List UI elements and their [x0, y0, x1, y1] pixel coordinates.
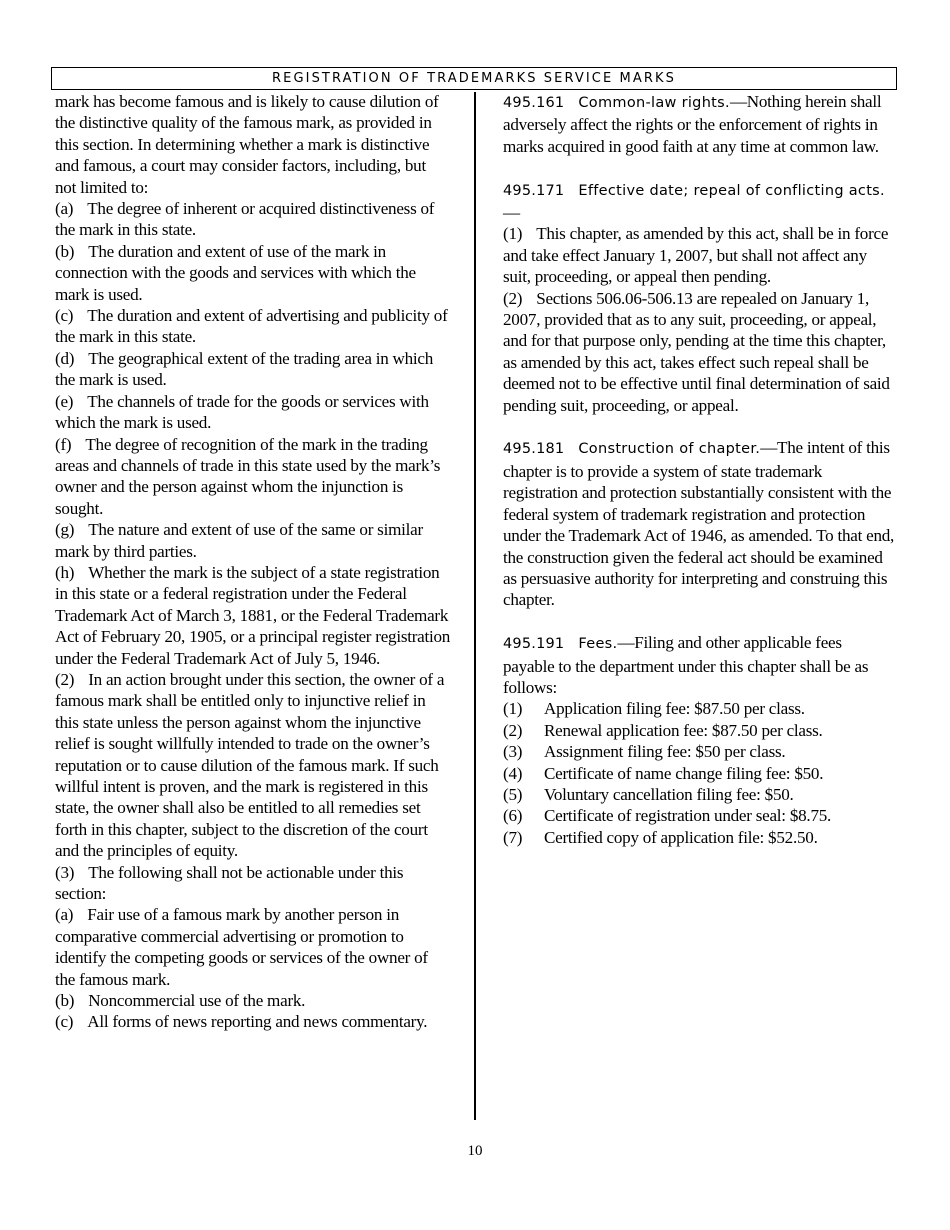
item-text: Certified copy of application file: $52.50.	[544, 827, 818, 847]
section-495-171-heading	[503, 179, 897, 224]
section-dash: —	[760, 438, 778, 458]
item-text: The following shall not be actionable under this section:	[55, 862, 404, 904]
page-number: 10	[467, 1143, 483, 1159]
item-label: (h)	[55, 562, 75, 582]
item-label: (b)	[55, 991, 75, 1011]
fee-item	[503, 698, 897, 719]
section-item	[503, 288, 897, 416]
item-label: (1)	[503, 699, 523, 719]
section-495-161	[503, 91, 897, 157]
item-text: Voluntary cancellation filing fee: $50.	[544, 784, 794, 804]
item-text: Certificate of registration under seal: $8.75.	[544, 806, 832, 826]
item-label: (c)	[55, 306, 74, 326]
item-label: (1)	[503, 224, 523, 244]
item-label: (2)	[503, 288, 523, 308]
intro-paragraph: mark has become famous and is likely to cause dilution of the distinctive quality of the famous mark, as provided in this section. In determining whether a mark is distinctive and famous, a court may consider factors, including, but not limited to:	[55, 92, 439, 197]
section-text: The intent of this chapter is to provide a system of state trademark registration and protection substantially consistent with the federal system of trademark registration and protection under the Trademark Act of 1946, as amended. To that end, the construction given the federal act should be examined as persuasive authority for interpreting and construing this chapter.	[503, 438, 895, 610]
item-label: (c)	[55, 1012, 74, 1032]
item-text: The duration and extent of advertising and publicity of the mark in this state.	[55, 306, 448, 347]
item-text: Sections 506.06-506.13 are repealed on January 1, 2007, provided that as to any suit, proceeding, or appeal, and for that purpose only, pending at the time this chapter, as amended by this act, takes effect such repeal shall be deemed not to be effective until final determination of said pending suit, proceeding, or appeal.	[503, 288, 890, 415]
factor-item	[55, 348, 451, 391]
left-column	[55, 91, 451, 1033]
item-text: Application filing fee: $87.50 per class.	[544, 699, 805, 719]
item-text: Noncommercial use of the mark.	[88, 991, 306, 1011]
section-title: Construction of chapter.	[578, 441, 761, 458]
item-label: (b)	[55, 241, 75, 261]
item-text: The channels of trade for the goods or services with which the mark is used.	[55, 391, 429, 433]
section-number: 495.181	[503, 441, 565, 458]
item-label: (2)	[503, 720, 523, 740]
exception-item	[55, 1011, 451, 1032]
section-text: Nothing herein shall adversely affect the rights or the enforcement of rights in marks acquired in good faith at any time at common law.	[503, 92, 882, 156]
item-text: Assignment filing fee: $50 per class.	[544, 742, 786, 762]
item-label: (5)	[503, 784, 523, 804]
factor-item	[55, 562, 451, 669]
item-text: The nature and extent of use of the same or similar mark by third parties.	[55, 520, 423, 561]
item-text: In an action brought under this section, the owner of a famous mark shall be entitled only to injunctive relief in this state unless the person against whom the injunctive relief is sought willfully intended to trade on the owner’s reputation or to cause dilution of the famous mark. If such willful intent is proven, and the mark is registered in this state, the owner shall also be entitled to all remedies set forth in this chapter, subject to the discretion of the court and the principles of equity.	[55, 669, 445, 861]
subsection-2	[55, 669, 451, 862]
item-label: (4)	[503, 763, 523, 783]
item-label: (3)	[55, 862, 75, 882]
item-text: Renewal application fee: $87.50 per class.	[544, 720, 823, 740]
item-text: The duration and extent of use of the mark in connection with the goods and services with which the mark is used.	[55, 241, 416, 304]
exception-item	[55, 904, 451, 990]
section-number: 495.161	[503, 95, 565, 111]
item-label: (e)	[55, 391, 74, 411]
item-label: (3)	[503, 742, 523, 762]
section-title: Effective date; repeal of conflicting acts.	[578, 182, 885, 199]
fee-item	[503, 763, 897, 784]
section-text: Filing and other applicable fees payable to the department under this chapter shall be as follows:	[503, 633, 869, 697]
item-label: (7)	[503, 827, 523, 847]
section-495-181	[503, 437, 897, 610]
section-title: Fees.	[578, 636, 618, 653]
item-label: (a)	[55, 199, 74, 219]
item-label: (d)	[55, 348, 75, 368]
item-label: (f)	[55, 434, 72, 454]
section-dash: —	[617, 633, 635, 653]
item-text: All forms of news reporting and news commentary.	[87, 1012, 428, 1032]
factor-item	[55, 305, 451, 348]
item-text: The degree of recognition of the mark in the trading areas and channels of trade in this state used by the mark’s owner and the person against whom the injunction is sought.	[55, 434, 441, 518]
fee-item	[503, 827, 897, 848]
section-495-191	[503, 632, 897, 698]
fee-item	[503, 805, 897, 826]
section-title: Common-law rights.	[578, 95, 730, 111]
item-text: Certificate of name change filing fee: $50.	[544, 763, 824, 783]
section-number: 495.171	[503, 182, 565, 199]
fee-item	[503, 784, 897, 805]
fee-item	[503, 720, 897, 741]
factor-item	[55, 391, 451, 434]
factor-item	[55, 241, 451, 305]
item-text: This chapter, as amended by this act, shall be in force and take effect January 1, 2007, but shall not affect any suit, proceeding, or appeal then pending.	[503, 224, 889, 287]
factor-item	[55, 434, 451, 520]
section-dash: —	[729, 92, 747, 111]
item-text: Whether the mark is the subject of a state registration in this state or a federal registration under the Federal Trademark Act of March 3, 1881, or the Federal Trademark Act of February 20, 1905, or a principal register registration under the Federal Trademark Act of July 5, 1946.	[55, 562, 451, 668]
section-item	[503, 223, 897, 287]
section-number: 495.191	[503, 636, 565, 653]
factor-item	[55, 198, 451, 241]
right-column	[503, 91, 897, 848]
exception-item	[55, 990, 451, 1011]
item-label: (g)	[55, 520, 75, 540]
column-divider	[474, 92, 476, 1120]
item-text: The degree of inherent or acquired distinctiveness of the mark in this state.	[55, 199, 435, 240]
item-label: (6)	[503, 806, 523, 826]
item-text: Fair use of a famous mark by another person in comparative commercial advertising or promotion to identify the competing goods or services of the owner of the famous mark.	[55, 905, 428, 989]
item-label: (a)	[55, 905, 74, 925]
section-dash: —	[503, 203, 520, 223]
running-header: REGISTRATION OF TRADEMARKS SERVICE MARKS	[51, 67, 897, 90]
item-label: (2)	[55, 669, 75, 689]
fee-item	[503, 741, 897, 762]
item-text: The geographical extent of the trading area in which the mark is used.	[55, 348, 434, 390]
subsection-3	[55, 862, 451, 905]
factor-item	[55, 519, 451, 562]
